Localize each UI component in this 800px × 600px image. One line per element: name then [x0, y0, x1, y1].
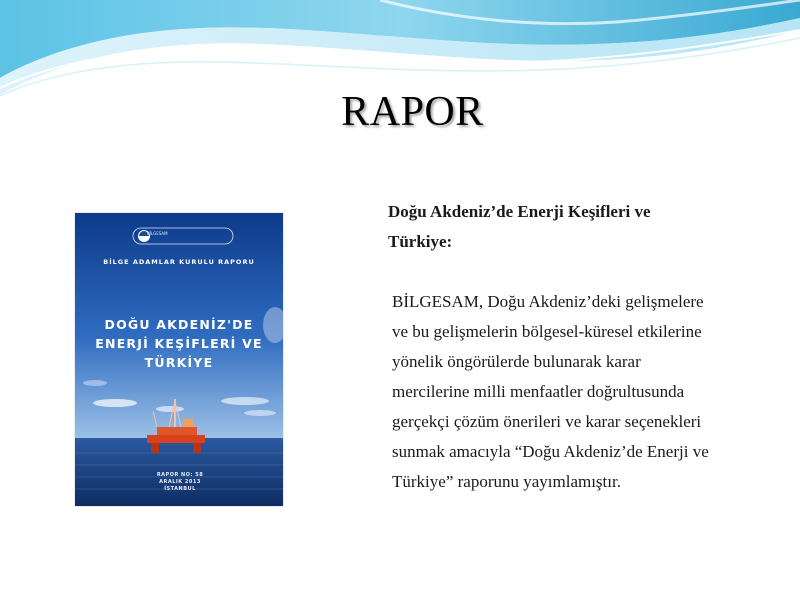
cover-report-number: RAPOR NO: 58 — [156, 472, 204, 478]
paragraph-line: gerçekçi çözüm önerileri ve karar seçenekleri — [392, 412, 702, 431]
report-heading — [388, 197, 778, 257]
paragraph-line: ve bu gelişmelerin bölgesel-küresel etkilerine — [392, 322, 702, 341]
report-cover-image — [75, 213, 283, 506]
paragraph-line: Türkiye” raporunu yayımlamıştır. — [392, 472, 621, 491]
report-description — [388, 197, 778, 497]
paragraph-line: yönelik öngörülerde bulunarak karar — [392, 352, 641, 371]
cover-title-line: TÜRKİYE — [144, 355, 214, 370]
cover-org-line: BİLGE ADAMLAR KURULU RAPORU — [103, 258, 255, 266]
cover-title — [75, 315, 283, 372]
paragraph-line: mercilerine milli menfaatler doğrultusunda — [392, 382, 685, 401]
cover-report-city: İSTANBUL — [164, 486, 196, 492]
cover-report-info — [135, 472, 225, 493]
report-paragraph — [388, 287, 778, 497]
cover-title-line: ENERJİ KEŞİFLERİ VE — [95, 336, 263, 351]
paragraph-line: sunmak amacıyla “Doğu Akdeniz’de Enerji ve — [392, 442, 709, 461]
paragraph-line: BİLGESAM, Doğu Akdeniz’deki gelişmelere — [392, 292, 704, 311]
cover-report-date: ARALIK 2013 — [159, 479, 201, 485]
report-heading-line: Doğu Akdeniz’de Enerji Keşifleri ve — [388, 202, 651, 221]
report-heading-line: Türkiye: — [388, 232, 453, 251]
cover-title-line: DOĞU AKDENİZ'DE — [104, 317, 254, 332]
cover-logo-label: BİLGESAM — [147, 231, 168, 236]
slide-title: RAPOR — [341, 89, 484, 135]
